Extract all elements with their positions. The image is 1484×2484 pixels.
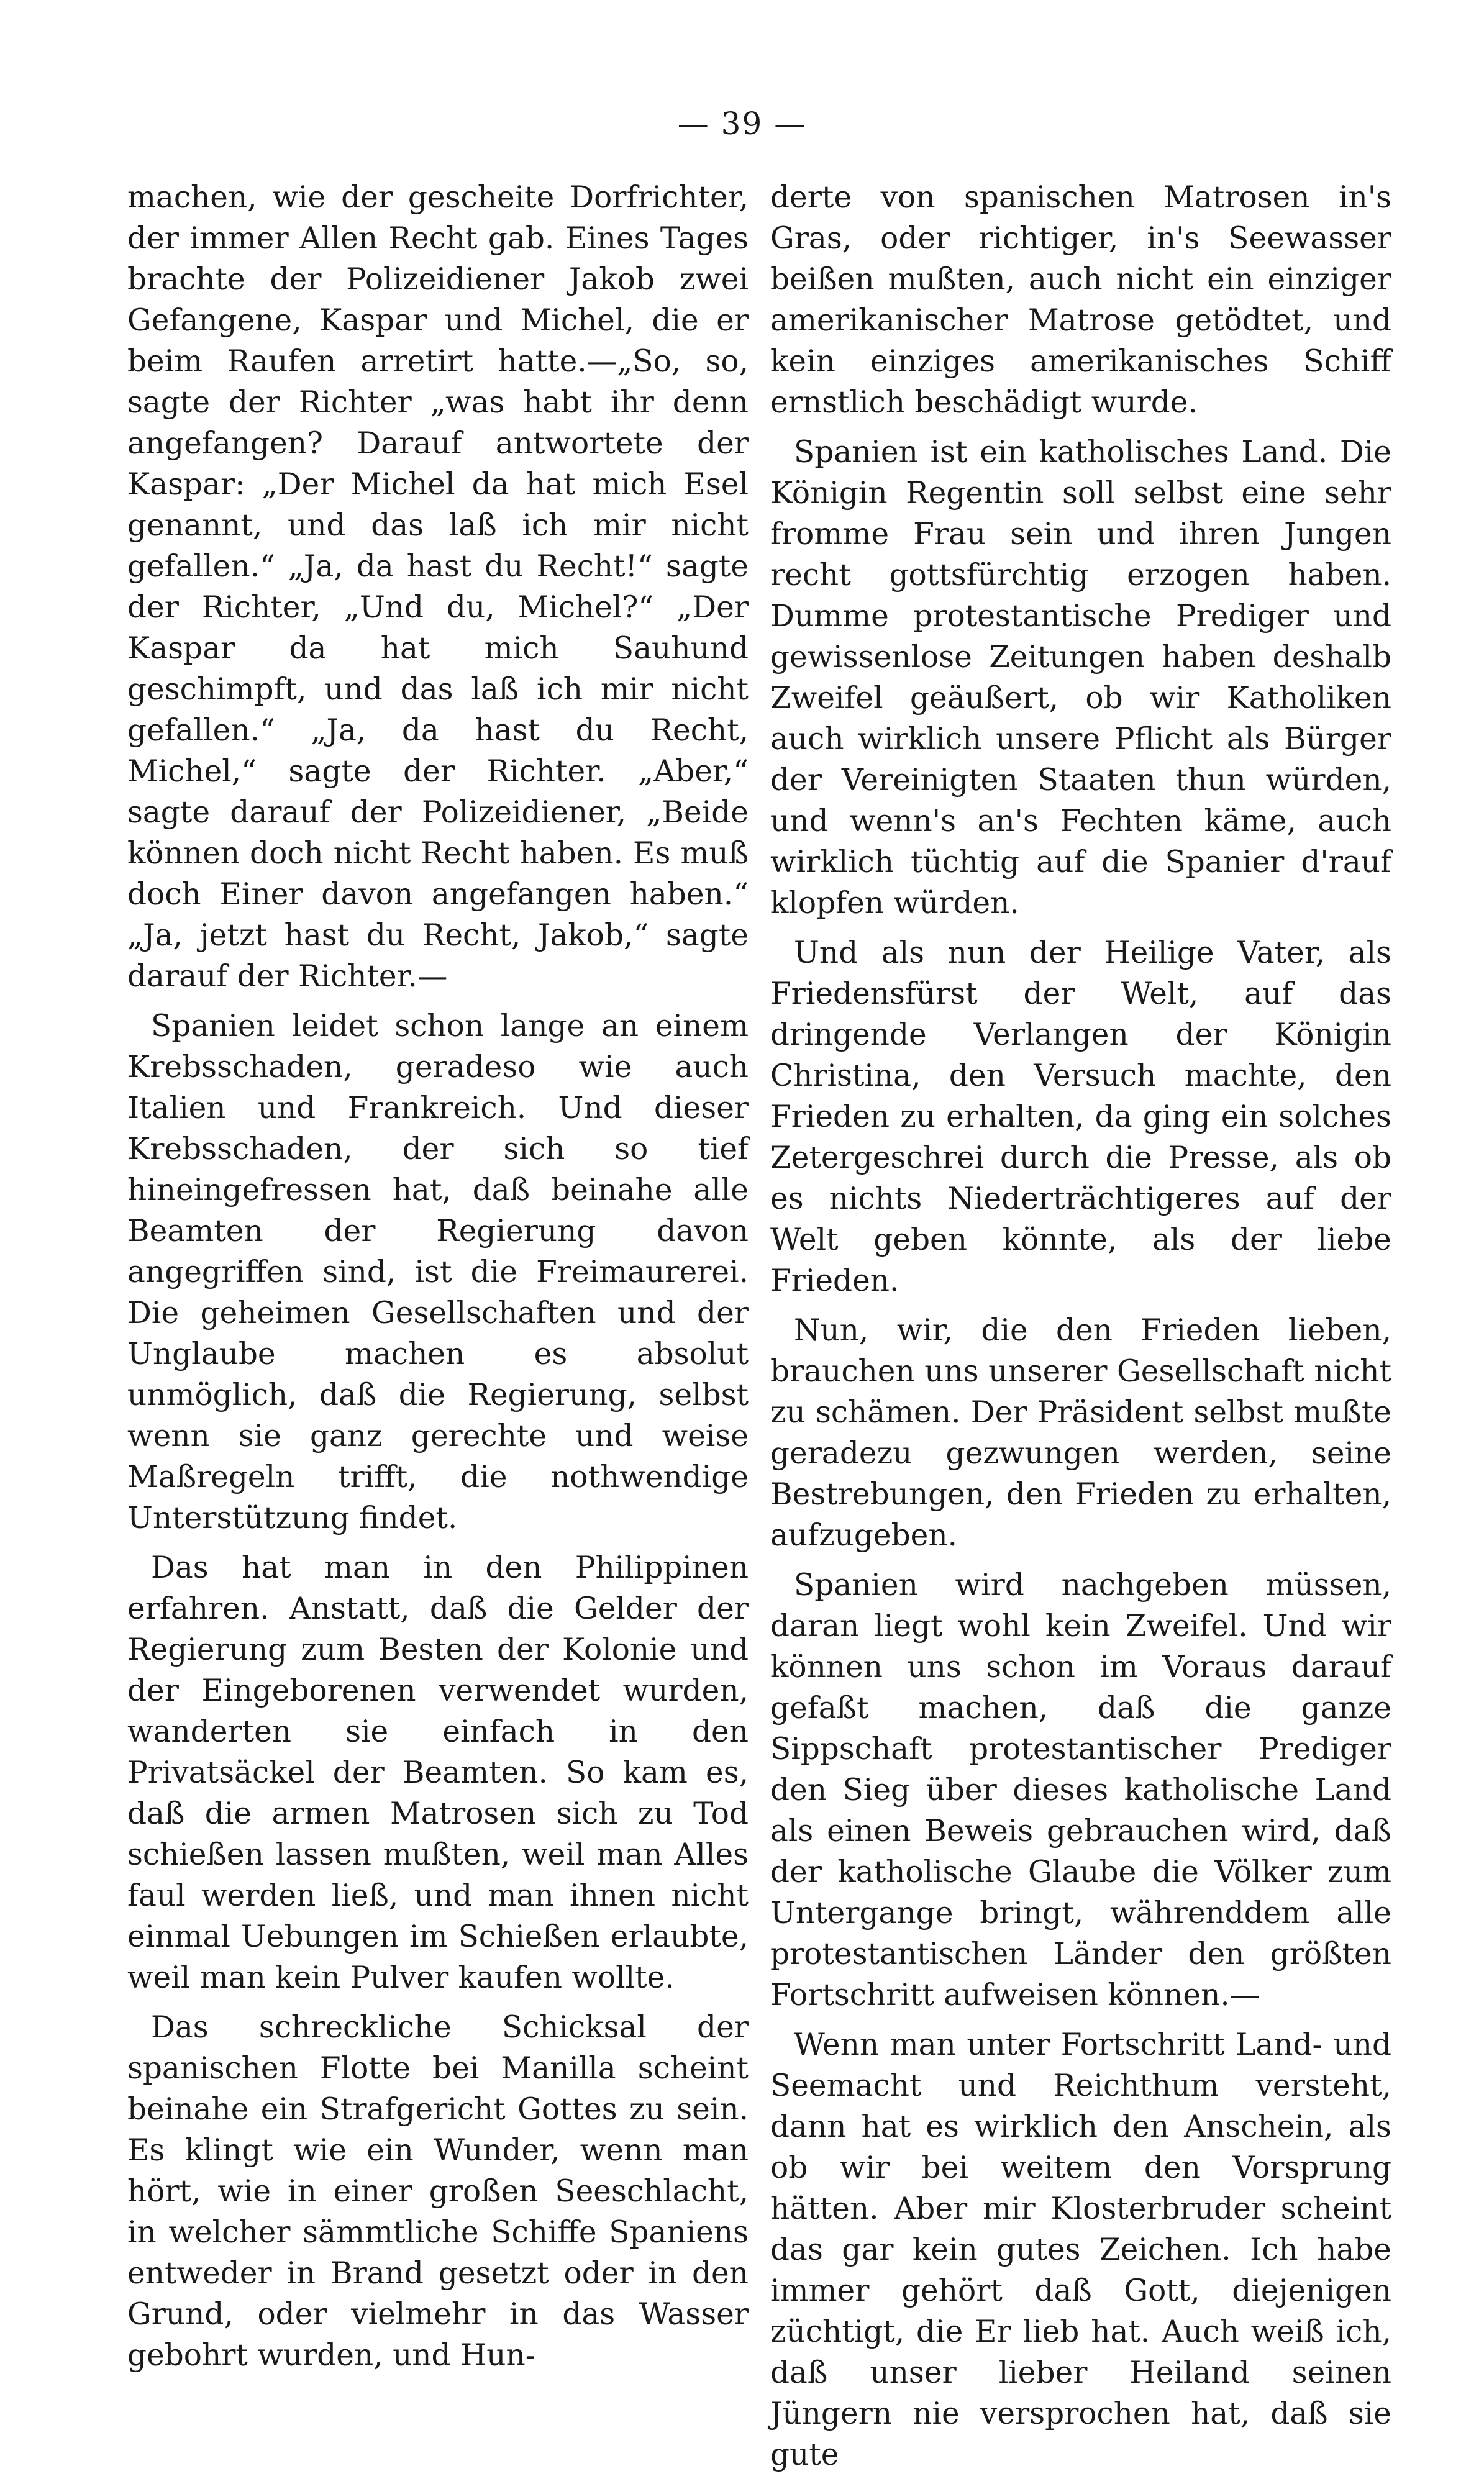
- paragraph: Und als nun der Heilige Vater, als Friedensfürst der Welt, auf das dringende Verlangen der Königin Christina, den Versuch machte, den Frieden zu erhalten, da ging ein solches Zetergeschrei durch die Presse, als ob es nichts Niederträchtigeres auf der Welt geben könnte, als der liebe Frieden.: [770, 935, 1391, 1298]
- right-column: [770, 177, 1391, 2484]
- paragraph: Spanien ist ein katholisches Land. Die Königin Regentin soll selbst eine sehr fromme Frau sein und ihren Jungen recht gottsfürchtig erzogen haben. Dumme protestantische Prediger und gewissenlose Zeitungen haben deshalb Zweifel geäußert, ob wir Katholiken auch wirklich unsere Pflicht als Bürger der Vereinigten Staaten thun würden, und wenn's an's Fechten käme, auch wirklich tüchtig auf die Spanier d'rauf klopfen würden.: [770, 435, 1391, 921]
- left-column: [127, 177, 749, 2385]
- paragraph: Spanien leidet schon lange an einem Krebsschaden, geradeso wie auch Italien und Frankreich. Und dieser Krebsschaden, der sich so tief hineingefressen hat, daß beinahe alle Beamten der Regierung davon angegriffen sind, ist die Freimaurerei. Die geheimen Gesellschaften und der Unglaube machen es absolut unmöglich, daß die Regierung, selbst wenn sie ganz gerechte und weise Maßregeln trifft, die nothwendige Unterstützung findet.: [127, 1009, 749, 1535]
- paragraph: derte von spanischen Matrosen in's Gras, oder richtiger, in's Seewasser beißen mußten, auch nicht ein einziger amerikanischer Matrose getödtet, und kein einziges amerikanisches Schiff ernstlich beschädigt wurde.: [770, 180, 1391, 420]
- paragraph: Nun, wir, die den Frieden lieben, brauchen uns unserer Gesellschaft nicht zu schämen. Der Präsident selbst mußte geradezu gezwungen werden, seine Bestrebungen, den Frieden zu erhalten, aufzugeben.: [770, 1313, 1391, 1553]
- paragraph: machen, wie der gescheite Dorfrichter, der immer Allen Recht gab. Eines Tages brachte der Polizeidiener Jakob zwei Gefangene, Kaspar und Michel, die er beim Raufen arretirt hatte.—„So, so, sagte der Richter „was habt ihr denn angefangen? Darauf antwortete der Kaspar: „Der Michel da hat mich Esel genannt, und das laß ich mir nicht gefallen.“ „Ja, da hast du Recht!“ sagte der Richter, „Und du, Michel?“ „Der Kaspar da hat mich Sauhund geschimpft, und das laß ich mir nicht gefallen.“ „Ja, da hast du Recht, Michel,“ sagte der Richter. „Aber,“ sagte darauf der Polizeidiener, „Beide können doch nicht Recht haben. Es muß doch Einer davon angefangen haben.“ „Ja, jetzt hast du Recht, Jakob,“ sagte darauf der Richter.—: [127, 180, 749, 994]
- paragraph: Spanien wird nachgeben müssen, daran liegt wohl kein Zweifel. Und wir können uns schon im Voraus darauf gefaßt machen, daß die ganze Sippschaft protestantischer Prediger den Sieg über dieses katholische Land als einen Beweis gebrauchen wird, daß der katholische Glaube die Völker zum Untergange bringt, währenddem alle protestantischen Länder den größten Fortschritt aufweisen können.—: [770, 1568, 1391, 2013]
- paragraph: Das schreckliche Schicksal der spanischen Flotte bei Manilla scheint beinahe ein Strafgericht Gottes zu sein. Es klingt wie ein Wunder, wenn man hört, wie in einer großen Seeschlacht, in welcher sämmtliche Schiffe Spaniens entweder in Brand gesetzt oder in den Grund, oder vielmehr in das Wasser gebohrt wurden, und Hun-: [127, 2010, 749, 2373]
- page-number: — 39 —: [677, 106, 807, 142]
- paragraph: Wenn man unter Fortschritt Land- und Seemacht und Reichthum versteht, dann hat es wirklich den Anschein, als ob wir bei weitem den Vorsprung hätten. Aber mir Klosterbruder scheint das gar kein gutes Zeichen. Ich habe immer gehört daß Gott, diejenigen züchtigt, die Er lieb hat. Auch weiß ich, daß unser lieber Heiland seinen Jüngern nie versprochen hat, daß sie gute: [770, 2027, 1391, 2472]
- paragraph: Das hat man in den Philippinen erfahren. Anstatt, daß die Gelder der Regierung zum Besten der Kolonie und der Eingeborenen verwendet wurden, wanderten sie einfach in den Privatsäckel der Beamten. So kam es, daß die armen Matrosen sich zu Tod schießen lassen mußten, weil man Alles faul werden ließ, und man ihnen nicht einmal Uebungen im Schießen erlaubte, weil man kein Pulver kaufen wollte.: [127, 1550, 749, 1995]
